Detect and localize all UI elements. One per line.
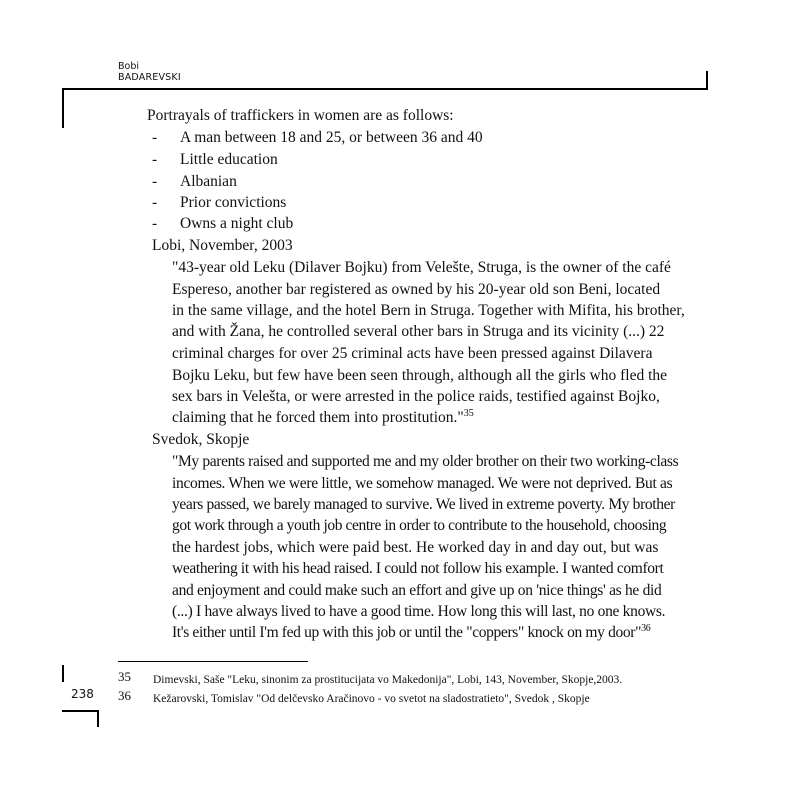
page-number: 238 (71, 687, 94, 701)
quote-line: years passed, we barely managed to survive. We lived in extreme poverty. My brother (172, 496, 675, 513)
quote-line: Espereso, another bar registered as owned by his 20-year old son Beni, located (172, 281, 661, 298)
pagenum-rule-horizontal (62, 710, 98, 712)
quote-line: incomes. When we were little, we somehow managed. We were not deprived. But as (172, 475, 673, 492)
pagenum-rule-top (62, 665, 64, 682)
source-label-lobi: Lobi, November, 2003 (152, 237, 293, 254)
quote-line: criminal charges for over 25 criminal acts have been pressed against Dilavera (172, 345, 653, 362)
quote-text: It's either until I'm fed up with this job or until the "coppers" knock on my door" (172, 624, 642, 641)
footnote-text: Dimevski, Saše "Leku, sinonim za prostitucijata vo Makedonija", Lobi, 143, November, Skopje,2003. (153, 674, 623, 686)
quote-line-last (172, 408, 474, 428)
intro-text: Portrayals of traffickers in women are as follows: (147, 107, 454, 124)
footnote-ref-36[interactable]: 36 (641, 623, 651, 634)
source-label-svedok: Svedok, Skopje (152, 431, 250, 448)
quote-line-last (172, 623, 650, 643)
quote-line: in the same village, and the hotel Bern in Struga. Together with Mifita, his brother, (172, 302, 685, 319)
list-bullet: - (152, 129, 158, 146)
footnote-separator (118, 661, 308, 662)
list-item: Prior convictions (180, 194, 287, 211)
quote-line: (...) I have always lived to have a good time. How long this will last, no one knows. (172, 603, 666, 620)
footnote-ref-35[interactable]: 35 (463, 408, 474, 419)
list-item: Little education (180, 151, 278, 168)
header-author-last: BADAREVSKI (118, 72, 181, 83)
footnote-text: Kežarovski, Tomislav "Od delčevsko Aračinovo - vo svetot na sladostratieto", Svedok , Skopje (153, 693, 590, 705)
quote-line: got work through a youth job centre in order to contribute to the household, choosing (172, 517, 667, 534)
quote-line: the hardest jobs, which were paid best. He worked day in and day out, but was (172, 539, 659, 556)
list-item: A man between 18 and 25, or between 36 and 40 (180, 129, 483, 146)
list-item: Albanian (180, 173, 237, 190)
list-bullet: - (152, 151, 158, 168)
quote-line: weathering it with his head raised. I could not follow his example. I wanted comfort (172, 560, 664, 577)
list-bullet: - (152, 215, 158, 232)
quote-line: Bojku Leku, but few have been seen through, although all the girls who fled the (172, 367, 668, 384)
footnote-number: 35 (118, 669, 131, 684)
quote-line: "43-year old Leku (Dilaver Bojku) from Velešte, Struga, is the owner of the café (172, 259, 671, 276)
quote-text: claiming that he forced them into prostitution." (172, 409, 464, 426)
header-author-first: Bobi (118, 61, 139, 72)
quote-line: "My parents raised and supported me and my older brother on their two working-class (172, 453, 679, 470)
quote-line: sex bars in Velešta, or were arrested in the police raids, testified against Bojko, (172, 388, 660, 405)
pagenum-rule-bottom (97, 710, 99, 727)
quote-line: and with Žana, he controlled several other bars in Struga and its vicinity (...) 22 (172, 323, 665, 340)
quote-line: and enjoyment and could make such an effort and give up on 'nice things' as he did (172, 582, 662, 599)
list-bullet: - (152, 194, 158, 211)
list-item: Owns a night club (180, 215, 294, 232)
list-bullet: - (152, 173, 158, 190)
footnote-number: 36 (118, 688, 131, 703)
